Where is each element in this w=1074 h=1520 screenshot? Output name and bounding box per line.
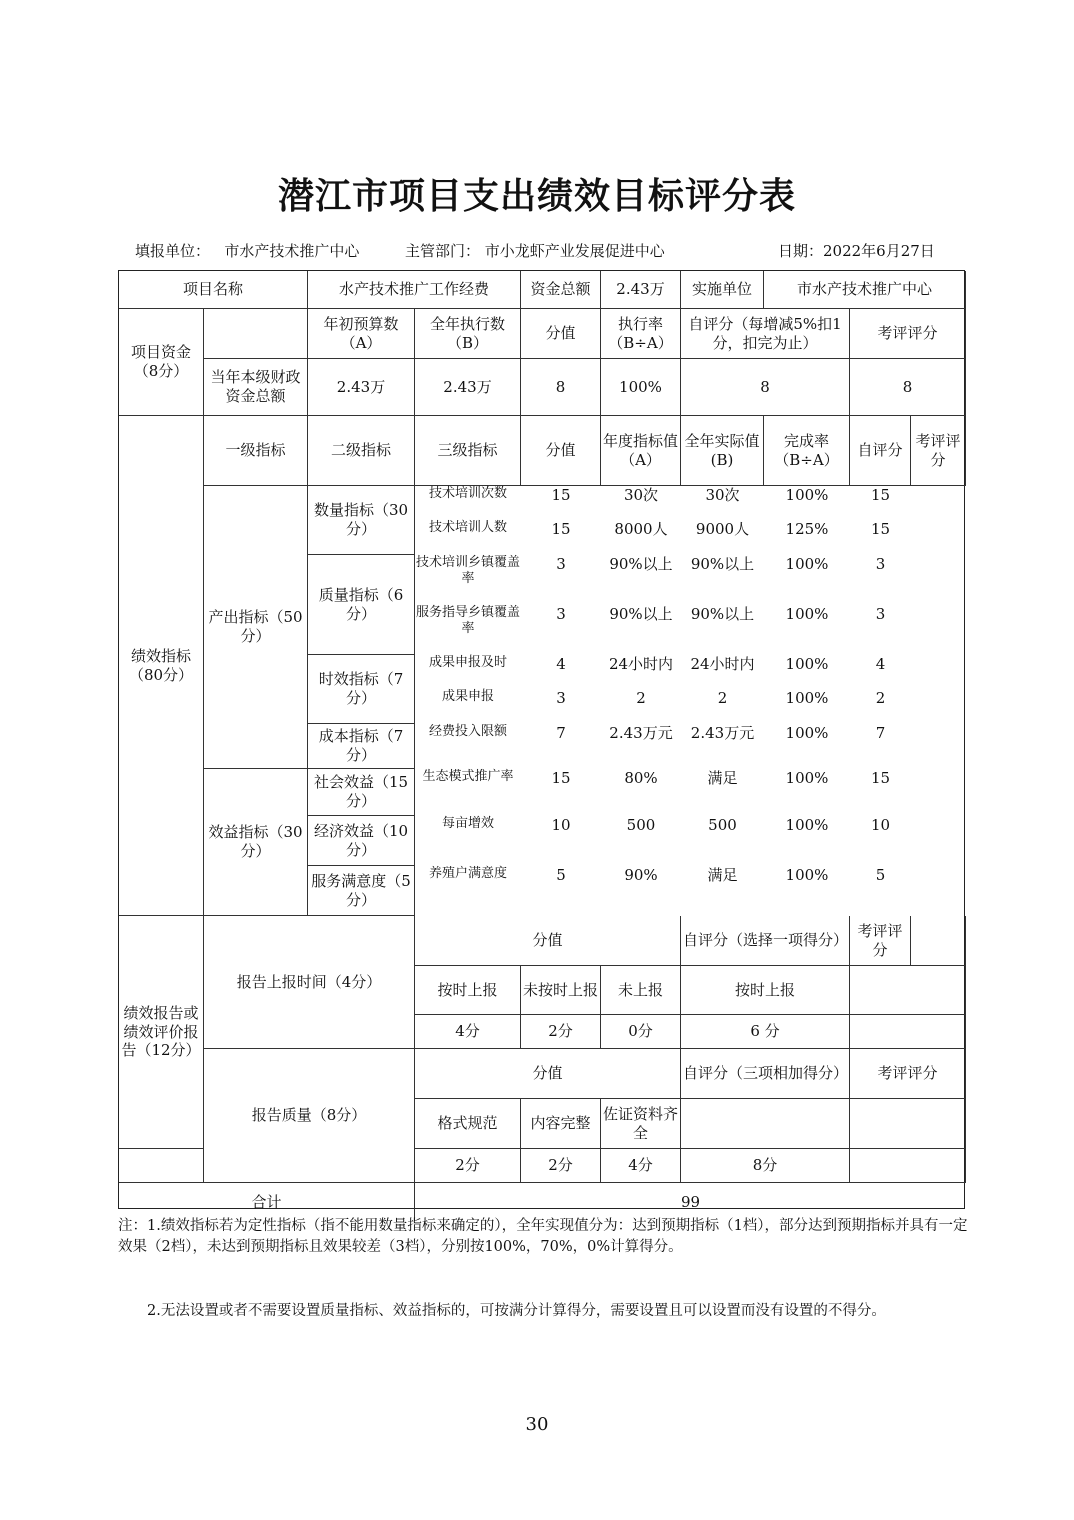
indicator-self: 10	[870, 816, 891, 834]
indicator-name: 生态模式推广率	[422, 769, 514, 784]
perf-header-target: 年度指标值（A）	[601, 416, 681, 486]
indicator-rate: 100%	[785, 866, 829, 884]
indicator-self: 5	[875, 866, 886, 884]
funds-header-rate: 执行率（B÷A）	[601, 309, 681, 359]
economic-benefit-label: 经济效益（10分）	[308, 816, 415, 866]
indicator-name: 经费投入限额	[428, 724, 507, 739]
indicator-score: 5	[556, 866, 566, 884]
total-funds: 2.43万	[601, 271, 681, 309]
indicator-rate: 100%	[785, 689, 829, 707]
report-quality-eval-header: 考评评分	[850, 1049, 966, 1099]
indicator-eval	[911, 520, 966, 555]
total-score: 99	[680, 1192, 701, 1211]
indicator-target: 80%	[624, 769, 658, 787]
report-option-late: 未按时上报	[521, 966, 601, 1015]
report-time-score-header: 分值	[415, 916, 681, 966]
report-quality-self-header: 自评分（三项相加得分）	[681, 1049, 850, 1099]
report-section-label-tail	[119, 1149, 204, 1183]
indicator-score: 3	[556, 555, 566, 573]
funds-executed: 2.43万	[415, 359, 521, 416]
indicator-eval	[911, 555, 966, 605]
fill-unit	[135, 240, 359, 261]
indicator-rate: 100%	[785, 605, 829, 623]
note-2: 2.无法设置或者不需要设置质量指标、效益指标的，可按满分计算得分，需要设置且可以设置而没有设置的不得分。	[147, 1303, 886, 1319]
project-funds-label: 项目资金（8分）	[119, 309, 204, 416]
indicator-name: 技术培训乡镇覆盖率	[415, 555, 520, 587]
indicator-actual: 24小时内	[690, 655, 755, 673]
report-quality-score-header: 分值	[415, 1049, 681, 1099]
report-value-on-time: 4分	[415, 1015, 521, 1049]
score-table	[118, 270, 965, 1209]
indicator-score: 3	[556, 689, 566, 707]
social-benefit-label: 社会效益（15分）	[308, 769, 415, 816]
indicator-target: 8000人	[614, 520, 668, 538]
report-quality-self-cell	[681, 1099, 850, 1149]
indicator-rate: 100%	[785, 724, 829, 742]
funds-rate: 100%	[601, 359, 681, 416]
quality-indicator-label: 质量指标（6分）	[308, 555, 415, 655]
indicator-score: 15	[551, 520, 571, 538]
indicator-score: 3	[556, 605, 566, 623]
perf-header-l3: 三级指标	[415, 416, 521, 486]
indicator-self: 15	[870, 520, 891, 538]
indicator-eval	[911, 486, 966, 520]
indicator-target: 24小时内	[608, 655, 674, 673]
perf-header-rate: 完成率（B÷A）	[764, 416, 850, 486]
report-value-none: 0分	[601, 1015, 681, 1049]
fill-unit-value: 市水产技术推广中心	[224, 242, 360, 260]
implementing-unit: 市水产技术推广中心	[764, 271, 966, 309]
project-name-label: 项目名称	[119, 271, 308, 309]
report-option-on-time: 按时上报	[415, 966, 521, 1015]
indicator-eval	[911, 866, 966, 916]
indicator-target: 90%以上	[609, 555, 673, 573]
indicator-rate: 100%	[785, 769, 829, 787]
indicator-actual: 9000人	[695, 520, 750, 538]
funds-self-score: 8	[681, 359, 850, 416]
indicator-actual: 90%以上	[690, 605, 755, 623]
indicator-rate: 125%	[785, 520, 829, 538]
indicator-score: 15	[551, 769, 571, 787]
perf-header-l2: 二级指标	[308, 416, 415, 486]
funds-header-budget: 年初预算数（A）	[308, 309, 415, 359]
indicator-name: 成果申报	[441, 689, 494, 704]
cost-indicator-label: 成本指标（7分）	[308, 724, 415, 769]
report-quality-eval-score	[850, 1149, 966, 1183]
indicator-self: 7	[875, 724, 886, 742]
perf-header-score: 分值	[521, 416, 601, 486]
benefit-indicator-label: 效益指标（30分）	[204, 769, 308, 916]
indicator-actual: 2.43万元	[690, 724, 755, 742]
report-value-late: 2分	[521, 1015, 601, 1049]
indicator-rate: 100%	[785, 816, 829, 834]
perf-header-self: 自评分	[850, 416, 911, 486]
report-time-eval-blank	[911, 916, 966, 966]
report-time-self-header: 自评分（选择一项得分）	[681, 916, 850, 966]
indicator-score: 4	[556, 655, 566, 673]
report-quality-label: 报告质量（8分）	[204, 1049, 415, 1183]
indicator-target: 500	[626, 816, 656, 834]
quantity-indicator-label: 数量指标（30分）	[308, 486, 415, 555]
indicator-actual: 90%以上	[690, 555, 755, 573]
report-time-eval-score	[850, 1015, 966, 1049]
note-1: 注：1.绩效指标若为定性指标（指不能用数量指标来确定的），全年实现值分为：达到预期指标（1档），部分达到预期指标并具有一定效果（2档），未达到预期指标且效果较差（3档），分别按100%，70%，0%计算得分。	[118, 1218, 968, 1255]
report-quality-format: 格式规范	[415, 1099, 521, 1149]
perf-header-l1: 一级指标	[204, 416, 308, 486]
funds-header-blank	[204, 309, 308, 359]
report-quality-self-score: 8分	[681, 1149, 850, 1183]
indicator-eval	[911, 605, 966, 655]
fill-unit-label: 填报单位：	[135, 242, 211, 260]
indicator-self: 15	[870, 486, 891, 504]
indicator-target: 90%	[624, 866, 658, 884]
report-section-label: 绩效报告或绩效评价报告（12分）	[119, 916, 204, 1149]
funds-header-eval: 考评评分	[850, 309, 966, 359]
indicator-self: 3	[875, 605, 886, 623]
report-quality-value-content: 2分	[521, 1149, 601, 1183]
indicator-eval	[911, 816, 966, 866]
indicator-self: 15	[870, 769, 891, 787]
output-indicator-label: 产出指标（50分）	[204, 486, 308, 769]
implementing-unit-label: 实施单位	[681, 271, 764, 309]
indicator-actual: 2	[717, 689, 728, 707]
timeliness-indicator-label: 时效指标（7分）	[308, 655, 415, 724]
supervising-dept-label: 主管部门：	[405, 242, 481, 260]
report-option-none: 未上报	[601, 966, 681, 1015]
page-title: 潜江市项目支出绩效目标评分表	[277, 175, 796, 217]
indicator-eval	[911, 769, 966, 816]
indicator-target: 2.43万元	[609, 724, 673, 742]
indicator-name: 每亩增效	[441, 816, 494, 831]
indicator-self: 4	[875, 655, 886, 673]
indicator-name: 养殖户满意度	[428, 866, 507, 881]
page-number: 30	[525, 1414, 549, 1435]
indicator-name: 服务指导乡镇覆盖率	[415, 605, 520, 637]
indicator-rate: 100%	[785, 555, 829, 573]
funds-header-self: 自评分（每增减5%扣1分，扣完为止）	[681, 309, 850, 359]
report-time-eval-header: 考评评分	[850, 916, 911, 966]
indicator-name: 成果申报及时	[428, 655, 507, 670]
indicator-score: 15	[551, 486, 571, 504]
indicator-rate: 100%	[785, 486, 829, 504]
indicator-target: 2	[636, 689, 646, 707]
supervising-dept	[405, 240, 665, 261]
report-time-label: 报告上报时间（4分）	[204, 916, 415, 1049]
indicator-score: 10	[551, 816, 571, 834]
total-funds-label: 资金总额	[521, 271, 601, 309]
report-time-self-score: 6 分	[681, 1015, 850, 1049]
indicator-name: 技术培训次数	[428, 486, 507, 501]
total-label: 合计	[119, 1183, 415, 1221]
indicator-actual: 500	[708, 816, 737, 834]
report-time-eval-cell	[850, 966, 966, 1015]
project-name: 水产技术推广工作经费	[308, 271, 521, 309]
satisfaction-label: 服务满意度（5分）	[308, 866, 415, 916]
indicator-actual: 满足	[707, 769, 738, 787]
report-quality-eval-cell	[850, 1099, 966, 1149]
indicator-target: 90%以上	[609, 605, 673, 623]
indicator-eval	[911, 689, 966, 724]
funds-header-score: 分值	[521, 309, 601, 359]
supervising-dept-value: 市小龙虾产业发展促进中心	[484, 242, 665, 260]
performance-label: 绩效指标（80分）	[119, 416, 204, 916]
perf-header-eval: 考评评分	[911, 416, 966, 486]
indicator-eval	[911, 655, 966, 689]
report-date: 日期：2022年6月27日	[778, 242, 935, 260]
funds-header-executed: 全年执行数（B）	[415, 309, 521, 359]
report-quality-value-evidence: 4分	[601, 1149, 681, 1183]
funds-budget: 2.43万	[308, 359, 415, 416]
report-time-selected: 按时上报	[681, 966, 850, 1015]
report-quality-evidence: 佐证资料齐全	[601, 1099, 681, 1149]
indicator-self: 3	[875, 555, 886, 573]
report-quality-content: 内容完整	[521, 1099, 601, 1149]
funds-row-label: 当年本级财政资金总额	[204, 359, 308, 416]
indicator-rate: 100%	[785, 655, 829, 673]
indicator-target: 30次	[623, 486, 659, 504]
indicator-score: 7	[556, 724, 566, 742]
indicator-self: 2	[875, 689, 886, 707]
indicator-actual: 满足	[707, 866, 738, 884]
perf-header-actual: 全年实际值(B)	[681, 416, 764, 486]
indicator-eval	[911, 724, 966, 769]
funds-score: 8	[521, 359, 601, 416]
funds-eval-score: 8	[850, 359, 966, 416]
indicator-actual: 30次	[705, 486, 740, 504]
indicator-name: 技术培训人数	[428, 520, 507, 535]
report-quality-value-format: 2分	[415, 1149, 521, 1183]
